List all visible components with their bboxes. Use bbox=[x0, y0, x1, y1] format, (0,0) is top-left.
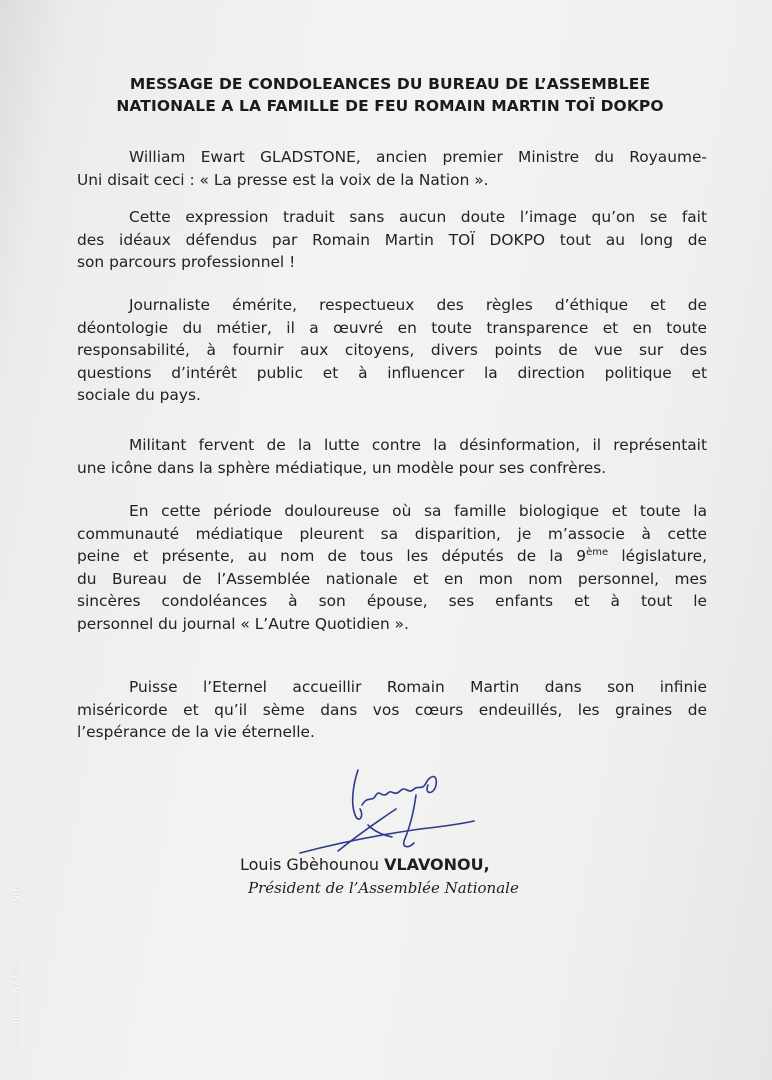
signer-first-names: Louis Gbèhounou bbox=[240, 855, 385, 874]
paragraph-line: William Ewart GLADSTONE, ancien premier Ministre du Royaume- bbox=[129, 148, 707, 166]
paragraph-line bbox=[77, 545, 707, 568]
document-title bbox=[60, 73, 720, 117]
signer-surname: VLAVONOU, bbox=[384, 855, 490, 874]
paragraph-line: Uni disait ceci : « La presse est la voix de la Nation ». bbox=[77, 170, 489, 189]
superscript: ème bbox=[586, 547, 609, 559]
paragraph-4 bbox=[77, 434, 707, 479]
paragraph-line: miséricorde et qu’il sème dans vos cœurs endeuillés, les graines de bbox=[77, 700, 707, 719]
signer-name bbox=[240, 853, 560, 877]
side-watermark: ASSEMBLEE NATIONALE DU BENIN bbox=[11, 884, 22, 1055]
paragraph-line: Journaliste émérite, respectueux des règles d’éthique et de bbox=[129, 296, 707, 314]
title-line-1: MESSAGE DE CONDOLEANCES DU BUREAU DE L’ASSEMBLEE bbox=[129, 75, 651, 93]
paragraph-line: du Bureau de l’Assemblée nationale et en mon nom personnel, mes bbox=[77, 569, 707, 588]
title-line-2: NATIONALE A LA FAMILLE DE FEU ROMAIN MARTIN TOÏ DOKPO bbox=[116, 97, 664, 115]
paragraph-line: questions d’intérêt public et à influencer la direction politique et bbox=[77, 363, 707, 382]
paragraph-3 bbox=[77, 294, 707, 407]
signer-role: Président de l’Assemblée Nationale bbox=[248, 879, 519, 897]
paragraph-1 bbox=[77, 146, 707, 191]
paragraph-line: une icône dans la sphère médiatique, un modèle pour ses confrères. bbox=[77, 458, 607, 477]
paragraph-line: sincères condoléances à son épouse, ses enfants et à tout le bbox=[77, 592, 707, 611]
paragraph-line: communauté médiatique pleurent sa disparition, je m’associe à cette bbox=[77, 524, 707, 543]
paragraph-line: personnel du journal « L’Autre Quotidien ». bbox=[77, 614, 409, 633]
paragraph-line: sociale du pays. bbox=[77, 386, 201, 405]
handwritten-signature bbox=[298, 765, 478, 860]
paragraph-line: déontologie du métier, il a œuvré en toute transparence et en toute bbox=[77, 318, 707, 337]
paragraph-line: son parcours professionnel ! bbox=[77, 253, 296, 272]
text-fragment: législature, bbox=[608, 547, 707, 566]
paragraph-line: des idéaux défendus par Romain Martin TOÏ DOKPO tout au long de bbox=[77, 230, 707, 249]
paragraph-line: Cette expression traduit sans aucun doute l’image qu’on se fait bbox=[129, 208, 707, 226]
paragraph-line: responsabilité, à fournir aux citoyens, divers points de vue sur des bbox=[77, 341, 707, 360]
paragraph-5 bbox=[77, 500, 707, 636]
paragraph-line: l’espérance de la vie éternelle. bbox=[77, 723, 315, 742]
paragraph-line: Militant fervent de la lutte contre la désinformation, il représentait bbox=[129, 436, 707, 454]
paragraph-line: En cette période douloureuse où sa famille biologique et toute la bbox=[129, 502, 707, 520]
paragraph-2 bbox=[77, 206, 707, 274]
paragraph-6 bbox=[77, 676, 707, 744]
text-fragment: peine et présente, au nom de tous les députés de la 9 bbox=[77, 547, 587, 566]
paragraph-line: Puisse l’Eternel accueillir Romain Martin dans son infinie bbox=[129, 678, 707, 696]
